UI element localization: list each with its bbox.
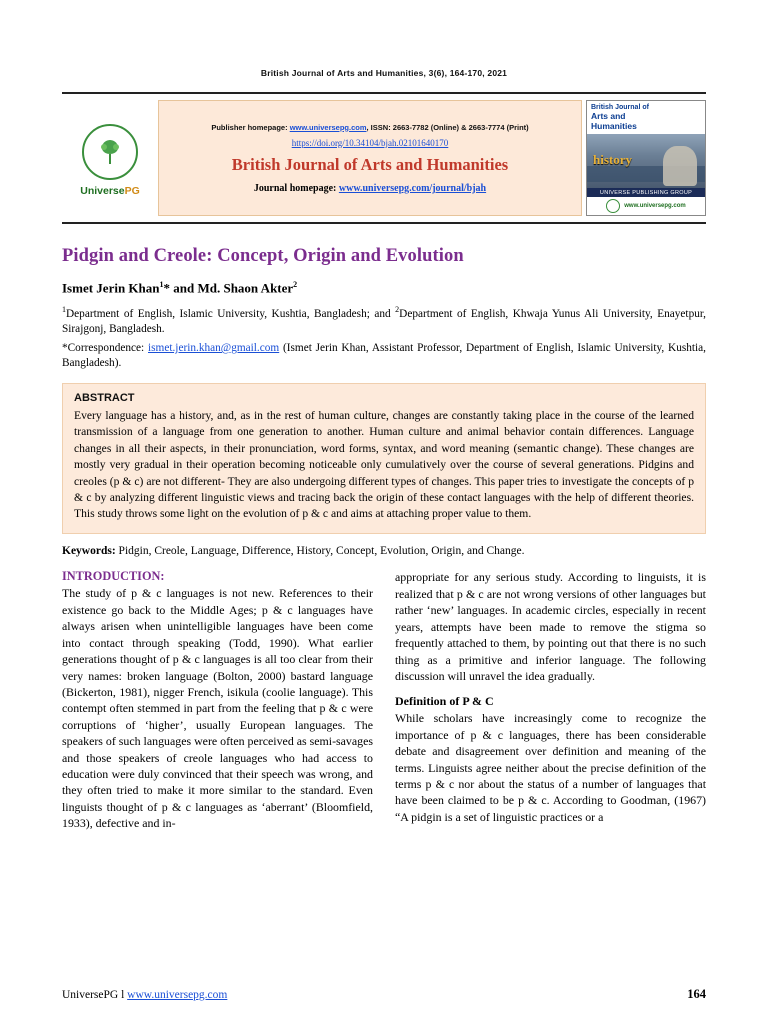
tree-logo-icon <box>82 124 138 180</box>
intro-paragraph: The study of p & c languages is not new. References to their existence go back to the Middle Ages; p & c languages have always arisen when unintelligible languages have been come into contact through speaking (Todd, 1990). What earlier generations thought of p & c languages is all too clear from their very names: broken language (Bolton, 2000) bastard language (Bickerton, 1981), nigger French, isikula (coolie language). This contempt often stemmed in part from the feeling that p & c were corruptions of ‘higher’, usually European languages. The speakers of such languages were often perceived as semi-savages and those speakers of creole languages who had access to education were duly convinced that their speech was wrong, and they often tried to make it more similar to the standard. Even linguists thought of p & c languages as ‘aberrant’ (Bloomfield, 1933), defective and in- <box>62 586 374 831</box>
masthead-center <box>158 100 582 216</box>
abstract-label: ABSTRACT <box>74 391 135 404</box>
section-heading-introduction: INTRODUCTION: <box>62 569 165 584</box>
footer-left <box>62 989 227 1001</box>
cover-art-word: history <box>593 152 632 167</box>
doi-link[interactable]: https://doi.org/10.34104/bjah.02101640170 <box>291 137 449 148</box>
section-heading-definition: Definition of P & C <box>395 694 494 709</box>
abstract-text: Every language has a history, and, as in the rest of human culture, changes are constantly taking place in the course of the learned transmission of a language from one generation to another. Human culture and animal behavior contain differences. Language changes in all their aspects, in their pronunciation, word forms, syntax, and word meaning (semantic change). These changes are mostly very gradual in their operation becoming noticeable only cumulatively over the course of several generations. Pidgins and creoles (p & c) are not different- They are also undergoing different types of changes. This paper tries to investigate the concepts of p & c by analyzing different linguistic views and tracing back the origin of these contact languages with the help of different theories. This study throws some light on the evolution of p & c and aims at attaching proper value to them. <box>74 408 694 521</box>
cover-statue-shape <box>663 146 697 186</box>
page-footer <box>62 987 706 1002</box>
publisher-line: Publisher homepage: www.universepg.com, ISSN: 2663-7782 (Online) & 2663-7774 (Print) <box>211 122 529 132</box>
journal-masthead <box>62 92 706 224</box>
publisher-logo <box>62 94 158 222</box>
abstract-section <box>62 383 706 534</box>
correspondence-email-link[interactable]: ismet.jerin.khan@gmail.com <box>148 341 280 354</box>
cover-publisher-band: UNIVERSE PUBLISHING GROUP <box>587 188 705 197</box>
cover-artwork <box>587 134 705 188</box>
footer-publisher-label: UniversePG l <box>62 989 128 1001</box>
keywords-text: Pidgin, Creole, Language, Difference, History, Concept, Evolution, Origin, and Change. <box>115 544 525 557</box>
cover-footer-url: www.universepg.com <box>624 203 686 209</box>
footer-url-link[interactable]: www.universepg.com <box>127 989 228 1001</box>
journal-cover-image <box>586 100 706 216</box>
page-number: 164 <box>687 987 706 1001</box>
publisher-logo-text: UniversePG <box>80 184 140 197</box>
left-column <box>62 569 373 831</box>
journal-homepage-link[interactable]: www.universepg.com/journal/bjah <box>338 182 487 194</box>
cover-title-text: British Journal of Arts and Humanities <box>587 101 705 134</box>
keywords-line <box>62 544 706 560</box>
correspondence: *Correspondence: ismet.jerin.khan@gmail.com (Ismet Jerin Khan, Assistant Professor, Department of English, Islamic University, Kushtia, Bangladesh). <box>62 341 707 369</box>
journal-homepage-line: Journal homepage: www.universepg.com/journal/bjah <box>253 182 487 194</box>
page-title: Pidgin and Creole: Concept, Origin and Evolution <box>62 246 464 266</box>
running-head: British Journal of Arts and Humanities, 3(6), 164-170, 2021 <box>260 68 508 78</box>
right-column <box>395 569 706 831</box>
tree-logo-mini-icon <box>606 199 620 213</box>
author-list: Ismet Jerin Khan$^1$* and Md. Shaon Akter$^2$ <box>62 280 298 296</box>
keywords-label: Keywords: <box>62 544 116 557</box>
definition-paragraph: While scholars have increasingly come to recognize the importance of p & c languages, there has been considerable debate and disagreement over definition and meaning of the terms. Linguists agree neither about the precise definition of the terms p & c nor about the status of a number of languages that have been claimed to be p & c. According to Goodman, (1967) “A pidgin is a set of linguistic practices or a <box>395 711 706 824</box>
intro-continuation-paragraph: appropriate for any serious study. According to linguists, it is realized that p & c are not wrong versions of other languages but rather ‘new’ languages. In academic circles, especially in recent years, attempts have been made to remove the stigma so frequently attached to them, by pointing out that there is no such thing as a primitive and inferior language. The following discussion will unravel the idea gradually. <box>395 570 706 683</box>
cover-footer <box>587 197 705 215</box>
body-columns <box>62 569 706 831</box>
publisher-url-link[interactable]: www.universepg.com <box>289 122 367 132</box>
journal-title: British Journal of Arts and Humanities <box>231 154 509 174</box>
affiliations: $^1$Department of English, Islamic University, Kushtia, Bangladesh; and $^2$Department of English, Khwaja Yunus Ali University, Enayetpur, Sirajgonj, Bangladesh. <box>62 305 707 335</box>
